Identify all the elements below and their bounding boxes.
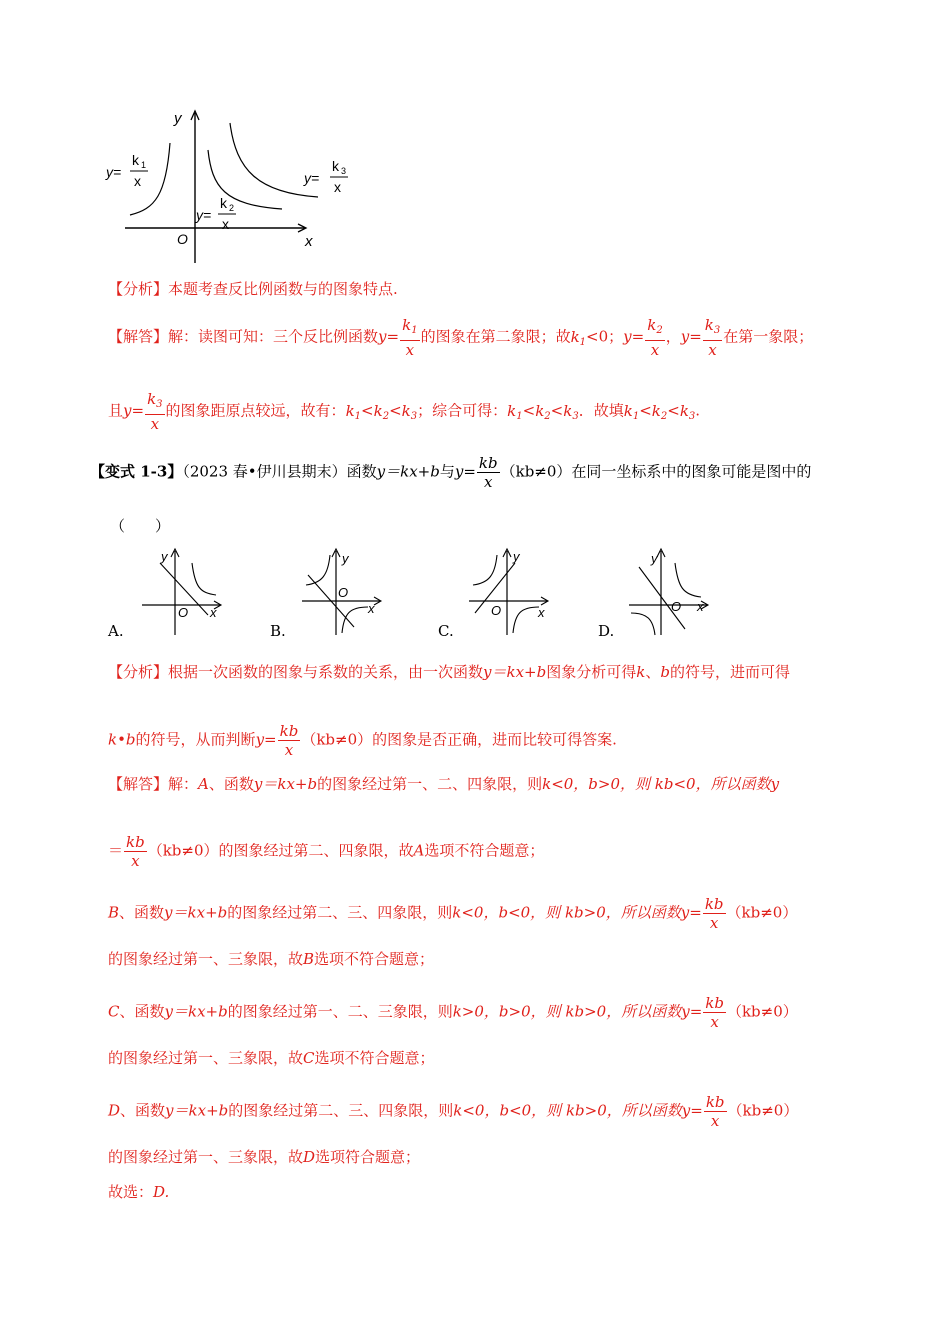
option-d-ref: D (108, 1101, 121, 1120)
func: y＝kx+b (483, 663, 547, 681)
option-b-label[interactable]: B. (270, 622, 286, 640)
option-d-label[interactable]: D. (598, 622, 615, 640)
fraction-k3-x-2 (145, 390, 164, 433)
comma: ， (665, 327, 681, 346)
less-than: < (522, 401, 536, 420)
variant-question (90, 454, 811, 491)
answer-text: 的图象经过第一、二、三象限，则 (227, 1002, 453, 1021)
option-a-graph (138, 545, 228, 637)
var-y: y= (681, 1002, 703, 1021)
answer-text: 选项符合题意； (315, 1148, 421, 1166)
answer-2-line-d1 (108, 1093, 798, 1130)
curve-label-3-x: x (334, 179, 341, 195)
answer-text-3: <0； (586, 327, 624, 346)
analysis-text: 本题考查反比例函数与的图象特点. (168, 280, 398, 298)
var-y: y (770, 775, 780, 793)
axis-label-x: x (538, 605, 545, 620)
func: y＝kx+b (164, 1002, 228, 1021)
var-y: y= (255, 730, 277, 749)
hyperbola-branch-1 (192, 563, 216, 595)
origin-label: O (491, 603, 502, 618)
var-y: y (454, 462, 464, 481)
k-letter: k (401, 401, 411, 420)
k-sub: 3 (410, 410, 418, 422)
var-b: b (660, 663, 670, 681)
answer-1-line-1 (108, 316, 813, 359)
fraction-kb-x (278, 722, 301, 759)
equals: = (386, 327, 400, 346)
straight-line (639, 567, 685, 629)
curve-label-1-x: x (134, 173, 141, 189)
num-kb: kb (279, 722, 299, 740)
answer-text: 解： (168, 775, 199, 793)
hyperbola-branch-2 (513, 607, 539, 633)
option-c-label[interactable]: C. (438, 622, 454, 640)
fraction-kb-x (704, 1093, 727, 1130)
num-kb: kb (126, 833, 145, 851)
answer-text-2: 的图象在第二象限；故 (420, 327, 571, 346)
answer-text-8: ．故填 (578, 401, 624, 420)
var-y: y= (680, 903, 702, 922)
answer-2-line-d2 (108, 1146, 420, 1168)
den-x: x (710, 1112, 720, 1130)
curve-label-2-sub: 2 (229, 203, 235, 213)
answer-text: 、函数 (119, 1002, 165, 1021)
answer-text: k<0，b>0，则 kb<0，所以函数 (542, 775, 771, 793)
option-b-ref: B (108, 903, 120, 922)
curve-label-1-k: k (132, 152, 139, 168)
func: y＝kx+b (164, 903, 228, 922)
answer-text-9: . (695, 401, 701, 420)
var-y2: y (623, 327, 632, 346)
variant-func1: y＝kx+b (376, 462, 440, 481)
fraction-k2-x (645, 316, 664, 359)
analysis-1 (108, 278, 398, 300)
num-kb: kb (704, 895, 724, 913)
curve-label-3-k: k (332, 158, 339, 174)
k-sub: 2 (544, 410, 551, 422)
analysis-text-3: 的符号，进而可得 (669, 663, 790, 681)
var-y3: y (680, 327, 690, 346)
answer-text: 选项不符合题意； (314, 1049, 435, 1067)
answer-text: 的图象经过第二、三、四象限，则 (228, 1101, 454, 1120)
answer-2-line-b2 (108, 948, 434, 970)
analysis-2-line-2 (108, 722, 617, 759)
option-c-ref: C (303, 1049, 315, 1067)
answer-text: 、函数 (120, 1101, 166, 1120)
origin-label: O (671, 599, 682, 614)
axis-label-y: y (513, 549, 520, 564)
answer-1-line-2 (108, 390, 700, 433)
den-x: x (709, 914, 719, 932)
analysis-text-2: 图象分析可得 (546, 663, 637, 681)
den-x: x (708, 341, 717, 359)
axis-label-y: y (174, 110, 182, 127)
fraction-k3-x (703, 316, 722, 359)
k-sub: 2 (382, 410, 390, 422)
k-sub: 3 (688, 410, 696, 422)
answer-2-line-b1 (108, 895, 797, 932)
axis-label-x: x (368, 601, 375, 616)
option-b-graph (298, 545, 388, 637)
answer-2-line-a2 (108, 833, 544, 870)
equals: ＝ (108, 841, 124, 860)
func: y＝kx+b (165, 1101, 229, 1120)
num-sub: 1 (411, 325, 418, 336)
fraction-kb-x (703, 994, 726, 1031)
k-letter: k (563, 401, 573, 420)
fraction-kb-x (477, 454, 500, 491)
k-sub: 2 (660, 410, 668, 422)
var-k1 (571, 328, 586, 346)
less-than: < (389, 401, 402, 420)
curve-label-1-sub: 1 (141, 160, 147, 170)
num-sub: 3 (713, 325, 721, 336)
answer-2-line-a1 (108, 773, 779, 795)
curve-label-2-prefix: y= (196, 207, 212, 223)
answer-text: 的图象经过第二、三、四象限，则 (227, 903, 453, 922)
den-x: x (650, 341, 660, 359)
option-d-graph (625, 545, 715, 637)
curve-label-2-x: x (222, 216, 229, 232)
answer-text: 的图象经过第一、三象限，故 (108, 950, 304, 968)
answer-text: 的图象经过第一、二、四象限，则 (317, 775, 543, 793)
less-than: < (361, 401, 374, 420)
answer-text-5: 且 (108, 401, 124, 420)
answer-text-6: 的图象距原点较远，故有： (165, 401, 346, 420)
num-sub: 2 (656, 325, 663, 336)
answer-2-line-c1 (108, 994, 798, 1031)
hyperbola-branch-1 (473, 555, 497, 585)
k-letter: k (373, 401, 383, 420)
k-sub: 1 (632, 410, 640, 422)
answer-text: 的图象经过第一、三象限，故 (108, 1049, 304, 1067)
axis-label-y: y (651, 551, 658, 566)
answer-text-1: 解：读图可知：三个反比例函数 (168, 327, 379, 346)
curve-label-1-prefix: y= (106, 164, 122, 180)
k-letter: k (507, 401, 517, 420)
answer-text: 选项不符合题意； (314, 950, 435, 968)
answer-2-line-c2 (108, 1047, 435, 1069)
option-c-graph (465, 545, 555, 637)
den-x: x (710, 1013, 719, 1031)
answer-text-7: ；综合可得： (417, 401, 508, 420)
variant-with: 与 (439, 462, 455, 481)
answer-text: 、函数 (208, 775, 254, 793)
answer-text: （kb≠0） (727, 1101, 799, 1120)
equals-3: = (689, 327, 702, 346)
den-x: x (284, 741, 294, 759)
hyperbola-branch-1 (675, 563, 701, 597)
hyperbola-branch-1 (306, 555, 330, 585)
origin-label: O (177, 231, 188, 247)
option-a-label[interactable]: A. (108, 622, 124, 640)
axis-label-x: x (697, 599, 704, 614)
k-letter: k (345, 401, 355, 420)
k-sub: 1 (354, 410, 362, 422)
analysis-2-line-1 (108, 661, 790, 683)
option-c-ref: C (108, 1002, 120, 1021)
hyperbola-branch-2 (631, 613, 655, 635)
den-x: x (150, 415, 160, 433)
axis-label-y: y (161, 549, 168, 564)
k-sub: 3 (572, 410, 579, 422)
den-x: x (484, 473, 493, 491)
variant-blank: （ ） (110, 517, 171, 535)
fraction-kb-x (703, 895, 726, 932)
answer-text: （kb≠0）的图象经过第二、四象限，故 (147, 841, 414, 860)
var-kb: k•b (108, 730, 136, 749)
equals-4: = (131, 401, 145, 420)
figure-hyperbolas (100, 105, 360, 265)
equals-2: = (631, 327, 645, 346)
den-x: x (405, 341, 415, 359)
curve-label-3-sub: 3 (341, 166, 347, 176)
less-than: < (639, 401, 652, 420)
k-sub: 1 (579, 336, 587, 348)
answer-text: k>0，b>0，则 kb>0，所以函数 (452, 1002, 682, 1021)
hyperbola-branch-2 (342, 607, 368, 633)
k-sub: 1 (516, 410, 523, 422)
equals: = (463, 462, 476, 481)
analysis-text-4: 的符号，从而判断 (135, 730, 256, 749)
k-letter: k (623, 401, 633, 420)
answer-text: （kb≠0） (726, 1002, 798, 1021)
analysis-text-5: （kb≠0）的图象是否正确，进而比较可得答案. (301, 730, 617, 749)
option-a-ref: A (413, 841, 425, 860)
variant-cond: （kb≠0）在同一坐标系中的图象可能是图中的 (500, 462, 812, 481)
analysis-tag: 【分析】 (108, 280, 169, 298)
sep: 、 (645, 663, 661, 681)
option-a-ref: A (198, 775, 209, 793)
curve-label-3-prefix: y= (304, 170, 320, 186)
analysis-tag: 【分析】 (108, 663, 169, 681)
num-k: k (704, 316, 714, 334)
k-letter: k (651, 401, 661, 420)
option-d-ref: D (303, 1148, 316, 1166)
func: y＝kx+b (253, 775, 318, 793)
var-k: k (636, 663, 646, 681)
num-kb: kb (705, 1093, 725, 1111)
answer-text: k<0，b<0，则 kb>0，所以函数 (453, 1101, 682, 1120)
num-k: k (147, 390, 157, 408)
answer-text-4: 在第一象限； (723, 327, 814, 346)
answer-tag: 【解答】 (108, 327, 169, 346)
var-y4: y (123, 401, 132, 420)
origin-label: O (178, 605, 189, 620)
answer-text: 、函数 (119, 903, 165, 922)
origin-label: O (338, 585, 349, 600)
k-letter: k (679, 401, 689, 420)
analysis-text-1: 根据一次函数的图象与系数的关系，由一次函数 (168, 663, 484, 681)
axis-label-x: x (210, 605, 217, 620)
less-than: < (667, 401, 680, 420)
variant-tag: 【变式 1-3】 (90, 462, 183, 481)
num-k: k (402, 316, 412, 334)
final-answer: D. (153, 1183, 170, 1201)
fraction-k1-x (400, 316, 419, 359)
answer-text: k<0，b<0，则 kb>0，所以函数 (452, 903, 681, 922)
final-text: 故选： (108, 1183, 154, 1201)
var-y: y (378, 327, 387, 346)
k-letter: k (535, 401, 545, 420)
answer-2-final (108, 1181, 169, 1203)
option-b-ref: B (303, 950, 315, 968)
den-x: x (131, 852, 140, 870)
variant-source: （2023 春•伊川县期末）函数 (182, 462, 377, 481)
k-letter: k (570, 327, 580, 346)
curve-label-2-k: k (220, 195, 227, 211)
num-kb: kb (478, 454, 498, 472)
less-than: < (550, 401, 564, 420)
answer-text: 选项不符合题意； (424, 841, 545, 860)
axis-label-y: y (342, 551, 349, 566)
axis-label-x: x (305, 233, 313, 250)
num-sub: 3 (156, 399, 163, 410)
answer-text: 的图象经过第一、三象限，故 (108, 1148, 304, 1166)
num-kb: kb (705, 994, 724, 1012)
fraction-kb-x (124, 833, 147, 870)
answer-text: （kb≠0） (726, 903, 798, 922)
var-y: y= (681, 1101, 703, 1120)
answer-tag: 【解答】 (108, 775, 169, 793)
num-k: k (647, 316, 657, 334)
